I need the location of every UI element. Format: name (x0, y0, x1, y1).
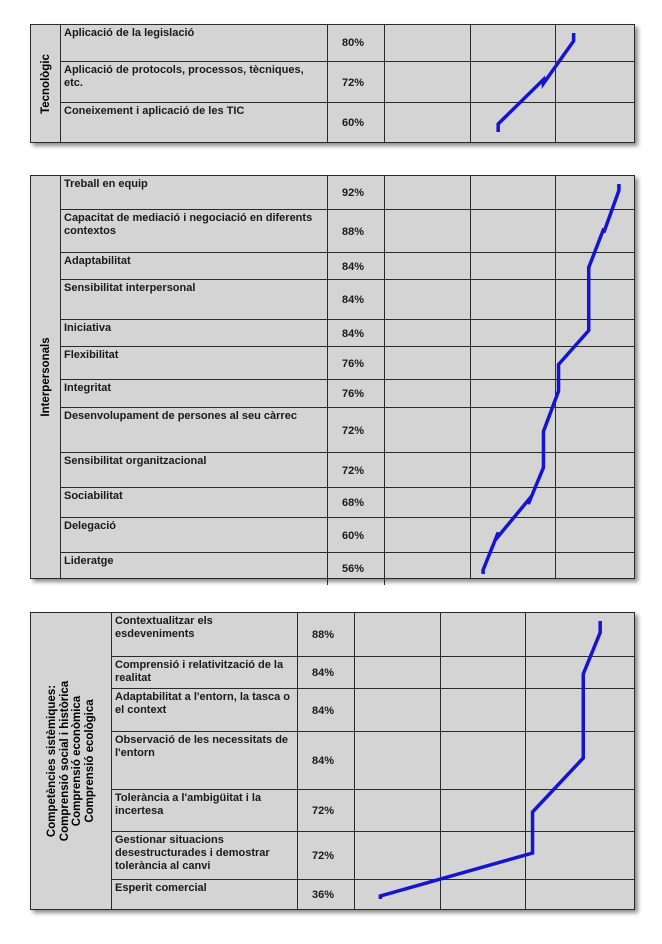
percentage-value: 84% (327, 280, 385, 320)
competency-label: Desenvolupament de persones al seu càrrec (64, 410, 297, 422)
percentage-value: 84% (297, 657, 355, 689)
value-line-chart (31, 176, 634, 584)
percentage-value: 80% (327, 25, 385, 61)
competency-label: Gestionar situacions desestructurades i demostrar tolerància al canvi (115, 834, 270, 872)
group-label-line: Comprensió econòmica (71, 695, 83, 827)
percentage-value: 84% (297, 732, 355, 790)
competency-label: Flexibilitat (64, 349, 119, 361)
percentage-value: 84% (327, 320, 385, 347)
percentage-value: 68% (327, 488, 385, 518)
percentage-value: 56% (327, 553, 385, 585)
competency-label: Adaptabilitat (64, 255, 131, 267)
percentage-value: 60% (327, 103, 385, 143)
series-line (498, 33, 573, 132)
competency-label: Esperit comercial (115, 882, 207, 894)
series-line (380, 621, 600, 899)
percentage-value: 76% (327, 347, 385, 380)
competency-label: Contextualitzar els esdeveniments (115, 615, 213, 640)
chart-panel-interpersonals (30, 175, 635, 579)
group-label-line: Tecnològic (39, 53, 52, 114)
percentage-value: 84% (297, 689, 355, 732)
competency-label: Sensibilitat organitzacional (64, 455, 207, 467)
competency-label: Comprensió i relativització de la realitat (115, 659, 284, 684)
competency-label: Aplicació de la legislació (64, 27, 195, 39)
percentage-value: 72% (297, 790, 355, 832)
competency-label: Sociabilitat (64, 490, 123, 502)
percentage-value: 76% (327, 380, 385, 408)
competency-label: Aplicació de protocols, processos, tècniques, etc. (64, 64, 304, 89)
group-label-line: Competències sistèmiques: (46, 684, 58, 838)
competency-label: Lideratge (64, 555, 114, 567)
percentage-value: 72% (327, 408, 385, 453)
percentage-value: 60% (327, 518, 385, 553)
percentage-value: 88% (327, 210, 385, 253)
competency-label: Coneixement i aplicació de les TIC (64, 105, 245, 117)
group-label-line: Comprensió social i històrica (58, 680, 71, 842)
competency-label: Observació de les necessitats de l'entorn (115, 734, 289, 759)
percentage-value: 72% (327, 453, 385, 488)
percentage-value: 36% (297, 880, 355, 910)
series-line (483, 184, 619, 574)
competency-label: Tolerància a l'ambigüitat i la incertesa (115, 792, 262, 817)
percentage-value: 72% (297, 832, 355, 880)
percentage-value: 84% (327, 253, 385, 280)
chart-panel-sistemiques (30, 612, 635, 910)
competency-label: Delegació (64, 520, 116, 532)
percentage-value: 92% (327, 176, 385, 209)
competency-label: Capacitat de mediació i negociació en diferents contextos (64, 212, 313, 237)
value-line-chart (31, 25, 634, 142)
competency-label: Adaptabilitat a l'entorn, la tasca o el context (115, 691, 290, 716)
competency-label: Integritat (64, 382, 112, 394)
group-label-line: Interpersonals (39, 337, 52, 417)
competency-label: Sensibilitat interpersonal (64, 282, 196, 294)
competency-label: Iniciativa (64, 322, 112, 334)
value-line-chart (31, 613, 634, 909)
percentage-value: 72% (327, 62, 385, 103)
competency-label: Treball en equip (64, 178, 148, 190)
percentage-value: 88% (297, 613, 355, 656)
chart-panel-tecnologic (30, 24, 635, 143)
group-label-line: Comprensió ecològica (83, 699, 96, 823)
